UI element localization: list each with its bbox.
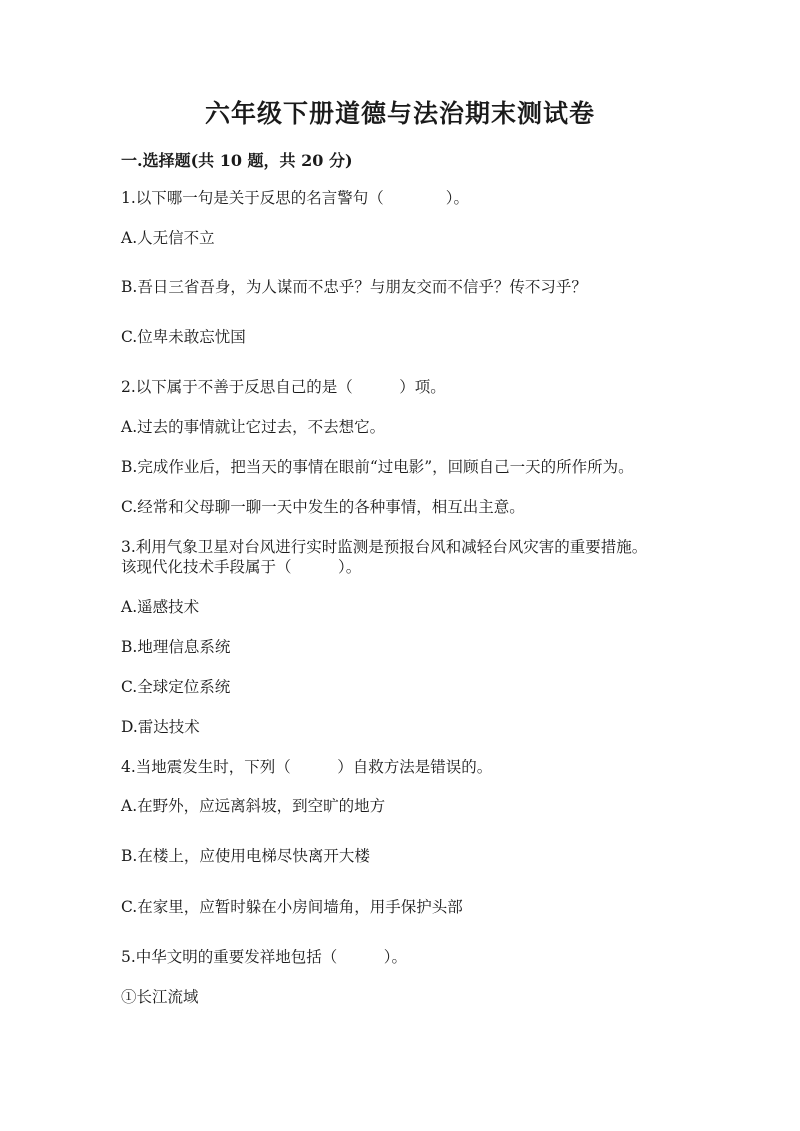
question-1-stem: 1.以下哪一句是关于反思的名言警句（ ）。 [121,189,470,207]
question-3-option-b: B.地理信息系统 [121,638,231,656]
question-3-option-a: A.遥感技术 [121,598,200,616]
question-3-stem-line-1: 3.利用气象卫星对台风进行实时监测是预报台风和减轻台风灾害的重要措施。 [121,538,648,556]
question-4-option-c: C.在家里，应暂时躲在小房间墙角，用手保护头部 [121,898,463,916]
question-3-stem-line-2: 该现代化技术手段属于（ ）。 [121,558,362,576]
question-1-option-a: A.人无信不立 [121,229,215,247]
question-1-option-b: B.吾日三省吾身，为人谋而不忠乎？与朋友交而不信乎？传不习乎？ [121,278,587,296]
question-4-option-b: B.在楼上，应使用电梯尽快离开大楼 [121,847,370,865]
question-3-option-d: D.雷达技术 [121,718,200,736]
page-title: 六年级下册道德与法治期末测试卷 [204,99,595,128]
question-4-stem: 4.当地震发生时，下列（ ）自救方法是错误的。 [121,758,493,776]
question-2-option-a: A.过去的事情就让它过去，不去想它。 [121,418,386,436]
question-2-stem: 2.以下属于不善于反思自己的是（ ）项。 [121,378,446,396]
question-5-stem: 5.中华文明的重要发祥地包括（ ）。 [121,948,408,966]
question-2-option-b: B.完成作业后，把当天的事情在眼前“过电影”，回顾自己一天的所作所为。 [121,458,634,476]
section-heading: 一.选择题(共 10 题，共 20 分) [121,151,353,170]
question-3-option-c: C.全球定位系统 [121,678,231,696]
question-1-option-c: C.位卑未敢忘忧国 [121,328,246,346]
question-5-item-1: ①长江流域 [121,988,199,1006]
question-2-option-c: C.经常和父母聊一聊一天中发生的各种事情，相互出主意。 [121,498,525,516]
question-4-option-a: A.在野外，应远离斜坡，到空旷的地方 [121,797,386,815]
